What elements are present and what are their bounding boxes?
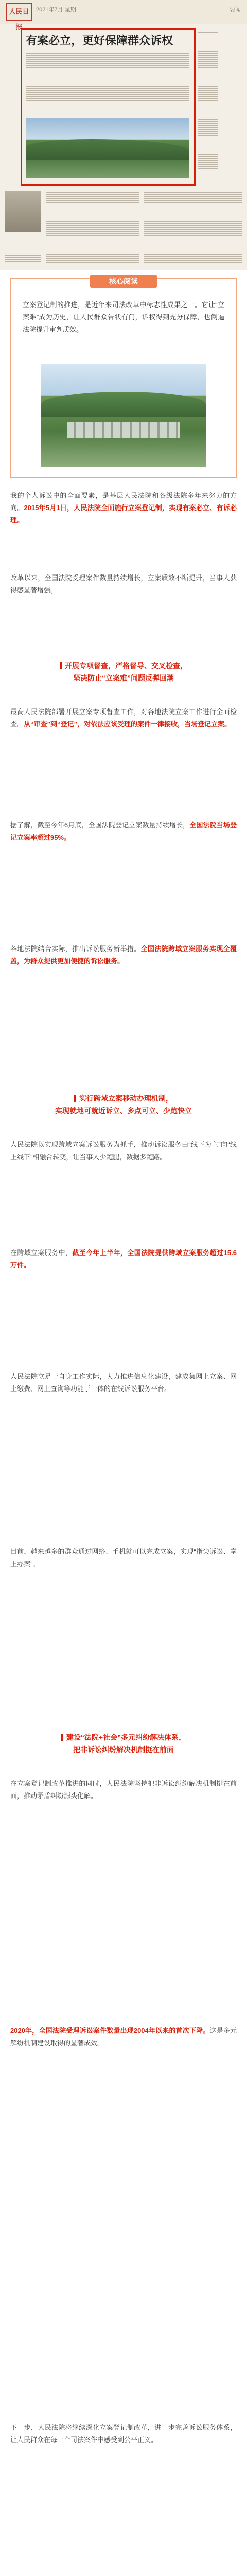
paragraph-1	[10, 489, 237, 527]
subheading-1-text-a: 开展专项督查，严格督导、交叉检查，	[65, 662, 187, 670]
paragraph-8: 人民法院立足于自身工作实际，大力推进信息化建设，建成集网上立案、网上缴费、网上查询等功能于一体的在线诉讼服务平台。	[10, 1372, 237, 1393]
subheading-marker	[74, 1095, 76, 1102]
subheading-marker	[60, 662, 62, 669]
lower-text-block-2	[144, 191, 242, 263]
subheading-3	[0, 1731, 247, 1756]
lower-text-block-1	[46, 191, 139, 263]
newspaper-page-image	[0, 0, 247, 270]
key-read-photo-houses	[67, 422, 180, 438]
subheading-1	[0, 659, 247, 684]
subheading-2	[0, 1092, 247, 1117]
paragraph-11	[10, 2025, 237, 2049]
subheading-2-line-1	[0, 1092, 247, 1105]
paragraph-4-highlight: 全国法院当场登记立案率超过95%。	[10, 821, 237, 841]
newspaper-logo: 人民日报	[6, 3, 32, 21]
paragraph-7	[10, 1247, 237, 1272]
paragraph-4-text: 据了解，截至今年6月底，全国法院登记立案数量持续增长，	[10, 821, 190, 829]
paragraph-1-text: 我的个人诉讼中的全面要素，是基层人民法院和各级法院多年来努力的方向。	[10, 492, 237, 512]
lower-text-block-3	[5, 237, 41, 263]
key-read-text: 立案登记制的推进，是近年来司法改革中标志性成果之一。它让“立案难”成为历史，让人民群众告状有门，诉权得到充分保障，也倒逼法院提升审判质效。	[23, 301, 224, 333]
paragraph-2: 改革以来，全国法院受理案件数量持续增长，立案质效不断提升，当事人获得感显著增强。	[10, 574, 237, 594]
subheading-2-line-2: 实现就地可就近诉立、多点可立、少跑快立	[55, 1107, 192, 1115]
paragraph-5	[10, 943, 237, 968]
paragraph-11-highlight: 2020年，全国法院受理诉讼案件数量出现2004年以来的首次下降。	[10, 2027, 210, 2035]
paragraph-7-text: 在跨域立案服务中，	[10, 1249, 73, 1257]
paragraph-1-highlight: 2015年5月1日，人民法院全面施行立案登记制，实现有案必立、有诉必理。	[10, 504, 237, 524]
subheading-3-line-1	[0, 1731, 247, 1743]
newspaper-headline: 有案必立，更好保障群众诉权	[26, 34, 173, 47]
paragraph-3-text: 最高人民法院部署开展立案专项督查工作，对各地法院立案工作进行全面检查。	[10, 708, 237, 728]
paragraph-10: 在立案登记制改革推进的同时，人民法院坚持把非诉讼纠纷解决机制挺在前面，推动矛盾纠纷源头化解。	[10, 1780, 237, 1800]
masthead-edition: 要闻	[230, 7, 241, 13]
subheading-3-text-a: 建设“法院+社会”多元纠纷解决体系，	[66, 1733, 186, 1741]
subheading-2-text-a: 实行跨域立案移动办理机制，	[79, 1094, 173, 1103]
paragraph-7-highlight: 截至今年上半年，全国法院提供跨域立案服务超过15.6万件。	[10, 1249, 237, 1269]
paragraph-9: 目前，越来越多的群众通过网络、手机就可以完成立案，实现“指尖诉讼、掌上办案”。	[10, 1548, 237, 1568]
key-read-badge: 核心阅读	[90, 275, 157, 288]
paragraph-5-highlight: 全国法院跨域立案服务实现全覆盖，为群众提供更加便捷的诉讼服务。	[10, 945, 237, 965]
subheading-1-line-2: 坚决防止“立案难”问题反弹回潮	[73, 674, 174, 682]
paragraph-5-text: 各地法院结合实际，推出诉讼服务新举措。	[10, 945, 141, 953]
subheading-3-line-2: 把非诉讼纠纷解决机制挺在前面	[73, 1745, 174, 1754]
masthead-date: 2021年7月 星期	[36, 7, 76, 13]
paragraph-4	[10, 819, 237, 844]
paragraph-11-text: 这是多元解纷机制建设取得的显著成效。	[10, 2027, 237, 2047]
subheading-marker	[61, 1734, 63, 1741]
paragraph-3-highlight: 从“审查”到“登记”，对依法应该受理的案件一律接收，当场登记立案。	[24, 720, 232, 728]
lower-photo	[5, 191, 41, 232]
paragraph-12: 下一步，人民法院将继续深化立案登记制改革，进一步完善诉讼服务体系，让人民群众在每一个司法案件中感受到公平正义。	[10, 2424, 237, 2444]
side-column-text	[198, 31, 218, 180]
newspaper-text-block	[26, 52, 189, 116]
paragraph-3	[10, 706, 237, 731]
key-read-photo-hill	[41, 392, 206, 417]
subheading-1-line-1	[0, 659, 247, 672]
paragraph-6: 人民法院以实现跨域立案诉讼服务为抓手，推动诉讼服务由“线下为主”向“线上线下”相融合转变，让当事人少跑腿，数据多跑路。	[10, 1141, 237, 1161]
